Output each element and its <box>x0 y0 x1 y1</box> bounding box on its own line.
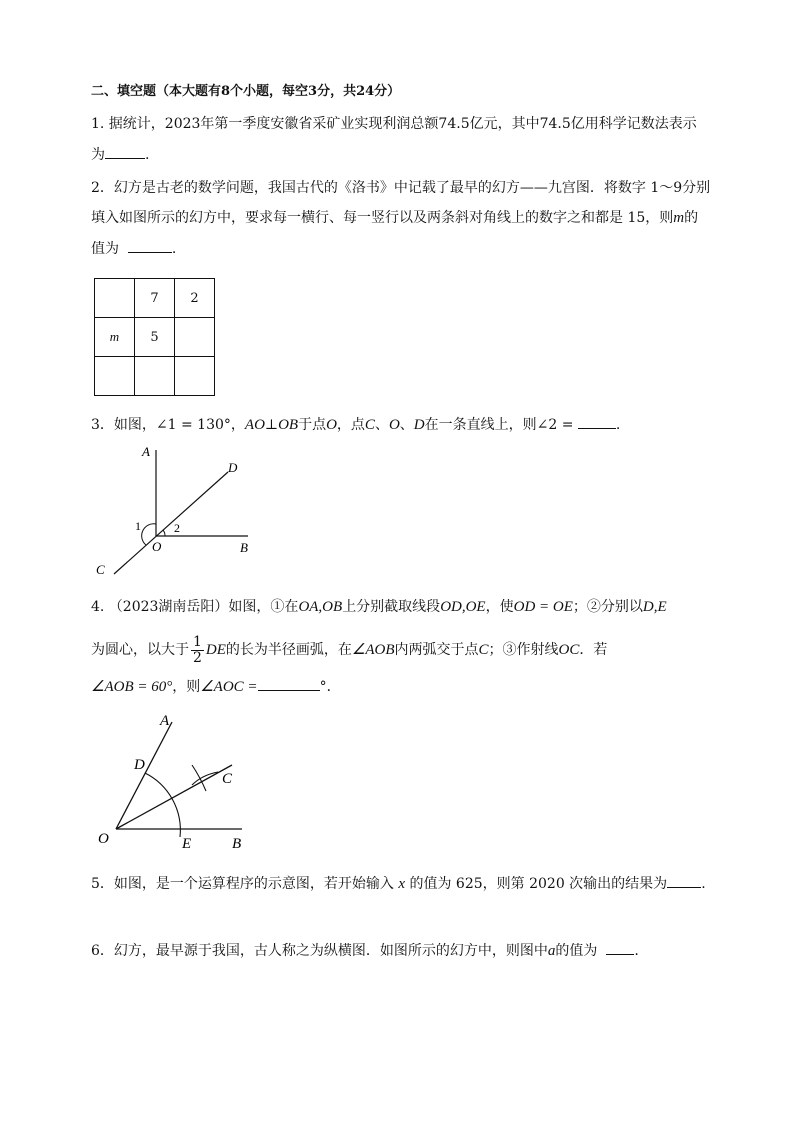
q4-part: OC <box>558 642 580 658</box>
q2-line2 <box>91 208 698 228</box>
q6-answer-blank[interactable] <box>606 940 634 955</box>
q4-part: OA,OB <box>298 599 343 615</box>
q6-part: 的值为 <box>555 943 598 959</box>
grid-row <box>95 357 215 396</box>
q1-answer-blank[interactable] <box>105 144 145 159</box>
label-c: C <box>96 562 105 577</box>
q3-part: 3．如图，∠1 = 130°， <box>91 417 245 433</box>
q6-text <box>91 940 639 961</box>
q5-part: 5．如图，是一个运算程序的示意图，若开始输入 <box>91 876 394 892</box>
label-d: D <box>228 460 238 475</box>
q3-part: C <box>364 417 375 433</box>
q5-part: 的值为 625，则第 2020 次输出的结果为 <box>409 876 668 892</box>
q3-part: O <box>388 417 400 433</box>
q6-part: 6．幻方，最早源于我国，古人称之为纵横图．如图所示的幻方中，则图中 <box>91 943 548 959</box>
q2-value-label: 值为 <box>91 241 119 257</box>
grid-cell: 7 <box>135 279 175 318</box>
q4-part: 4. （2023湖南岳阳）如图，①在 <box>91 599 299 615</box>
label-a: A <box>160 713 170 729</box>
q3-part: ，点 <box>336 417 365 433</box>
grid-cell <box>175 357 215 396</box>
q4-part: °． <box>319 679 341 695</box>
q1-prefix: 为 <box>91 147 105 163</box>
grid-row <box>95 318 215 357</box>
grid-cell <box>95 279 135 318</box>
q4-part: OD,OE <box>440 599 486 615</box>
q4-part: D,E <box>642 599 667 615</box>
label-c: C <box>222 771 233 787</box>
arc-from-e <box>192 772 218 785</box>
q4-part: ∠AOB <box>351 642 395 658</box>
label-angle-2: 2 <box>174 521 180 535</box>
q2-suffix: . <box>171 241 177 257</box>
figure-3-angle-diagram <box>88 440 268 585</box>
q3-part: OB <box>278 417 299 433</box>
q3-part: O <box>326 417 337 433</box>
q5-var-x: x <box>398 876 406 892</box>
grid-cell: m <box>95 318 135 357</box>
q3-part: D <box>413 417 425 433</box>
arc-de <box>145 773 180 837</box>
label-a: A <box>142 444 150 459</box>
q1-line2 <box>91 144 149 165</box>
label-o: O <box>152 539 162 554</box>
q2-line1: 2．幻方是古老的数学问题，我国古代的《洛书》中记载了最早的幻方——九宫图．将数字 1～9分别 <box>91 180 711 196</box>
q3-part: AO <box>244 417 265 433</box>
q2-text-suffix: 的 <box>684 210 699 226</box>
q4-part: ；②分别以 <box>572 599 643 615</box>
q3-part: 、 <box>374 417 389 433</box>
fraction-one-half <box>191 635 204 666</box>
q4-part: 内两弧交于点 <box>394 642 479 658</box>
q6-part: . <box>634 943 639 959</box>
q4-line2 <box>91 632 607 668</box>
q4-answer-blank[interactable] <box>258 676 320 691</box>
q2-line3 <box>91 238 176 259</box>
q4-part: DE <box>205 642 226 658</box>
label-b: B <box>240 540 248 555</box>
q4-line3 <box>91 676 341 697</box>
fraction-numerator: 1 <box>193 633 202 650</box>
q4-part: ，使 <box>485 599 514 615</box>
line-cd <box>114 472 228 574</box>
section-title: 二、填空题（本大题有8个小题，每空3分，共24分） <box>91 84 401 99</box>
label-angle-1: 1 <box>135 519 141 533</box>
q5-text <box>91 873 706 894</box>
q4-part: 上分别截取线段 <box>342 599 441 615</box>
fraction-denominator: 2 <box>193 649 202 666</box>
q2-answer-blank[interactable] <box>128 238 172 253</box>
q1-line1: 1. 据统计，2023年第一季度安徽省采矿业实现利润总额74.5亿元，其中74.5亿用科学记数法表示 <box>91 116 697 132</box>
q3-part: 、 <box>399 417 414 433</box>
label-b: B <box>232 836 242 852</box>
q4-part: ，则 <box>172 679 201 695</box>
figure-4-bisector-diagram <box>92 705 272 855</box>
angle-2-arc <box>163 530 165 536</box>
q5-answer-blank[interactable] <box>667 873 701 888</box>
grid-cell: 2 <box>175 279 215 318</box>
q4-part: ∠AOB = 60° <box>91 679 173 695</box>
grid-cell <box>175 318 215 357</box>
label-d: D <box>134 757 145 773</box>
q1-suffix: . <box>145 147 150 163</box>
grid-cell <box>135 357 175 396</box>
q5-part: . <box>701 876 706 892</box>
q4-part: 为圆心，以大于 <box>91 642 189 658</box>
q3-answer-blank[interactable] <box>578 414 616 429</box>
q3-text <box>91 414 620 435</box>
q2-text: 填入如图所示的幻方中，要求每一横行、每一竖行以及两条斜对角线上的数字之和都是 15，则 <box>91 210 674 226</box>
q3-part: ⊥ <box>264 417 279 433</box>
q4-part: 的长为半径画弧，在 <box>225 642 352 658</box>
q3-part: 在一条直线上，则∠2 = <box>424 417 574 433</box>
arc-from-d <box>192 765 206 791</box>
q4-part: OD = OE <box>513 599 573 615</box>
q4-part: C <box>478 642 489 658</box>
label-o: O <box>98 831 109 847</box>
q6-var-a: a <box>547 943 556 959</box>
q4-part: ∠AOC = <box>200 679 258 695</box>
q4-part: ；③作射线 <box>488 642 559 658</box>
q2-var-m: m <box>673 210 685 226</box>
q3-part: 于点 <box>298 417 327 433</box>
grid-cell: 5 <box>135 318 175 357</box>
q4-line1 <box>91 597 667 617</box>
magic-square-grid <box>94 278 215 396</box>
q4-part: ．若 <box>579 642 608 658</box>
q3-part: . <box>615 417 621 433</box>
grid-cell <box>95 357 135 396</box>
label-e: E <box>182 836 192 852</box>
grid-row <box>95 279 215 318</box>
